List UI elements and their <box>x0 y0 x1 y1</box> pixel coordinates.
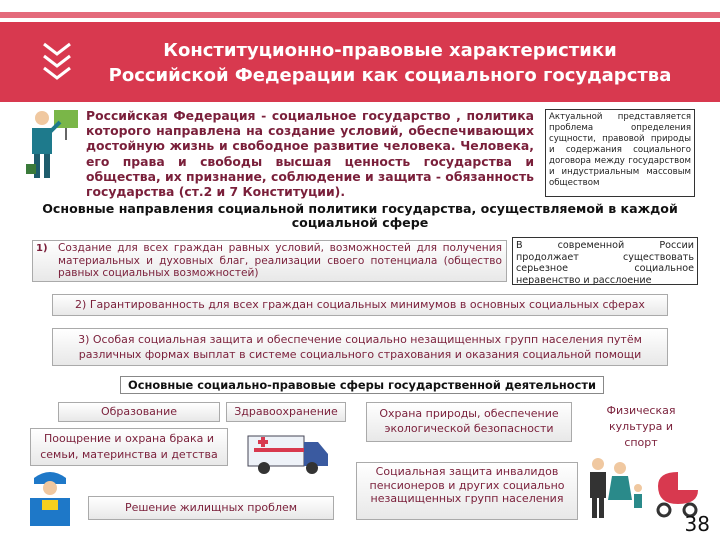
side-note-problem: Актуальной представляется проблема определения сущности, правовой природы и содержания социального договора между государством и индустриальным массовым обществом <box>545 109 695 197</box>
page-title <box>80 38 700 88</box>
intro-text: Российская Федерация - социальное государство , политика которого направлена на создание условий, обеспечивающих достойную жизнь и свободное развитие человека. Человека, его права и свободы высшая ценность государства и общества, их признание, соблюдение и защита - обязанность государства (ст.2 и 7 Конституции). <box>86 108 534 200</box>
side-note-inequality: В современной России продолжает существовать серьезное социальное неравенство и расслоение <box>512 237 698 285</box>
header-stripe <box>0 12 720 18</box>
page-number: 38 <box>684 512 710 536</box>
chevrons-down-icon <box>40 40 74 84</box>
title-line-2: Российской Федерации как социального государства <box>108 65 672 86</box>
direction-item-3: 3) Особая социальная защита и обеспечение социально незащищенных групп населения путём различных формах выплат в системе социального страхования и оказания социальной помощи <box>52 328 668 366</box>
teacher-at-board-icon <box>24 106 80 184</box>
sphere-sport: Физическая культура и спорт <box>596 403 686 457</box>
worker-icon <box>20 468 80 526</box>
family-icon <box>580 452 650 522</box>
direction-item-2: 2) Гарантированность для всех граждан социальных минимумов в основных социальных сферах <box>52 294 668 316</box>
sphere-nature: Охрана природы, обеспечение экологической безопасности <box>366 402 572 442</box>
sphere-family: Поощрение и охрана брака и семьи, материнства и детства <box>30 428 228 466</box>
sphere-healthcare: Здравоохранение <box>226 402 346 422</box>
sphere-housing: Решение жилищных проблем <box>88 496 334 520</box>
ambulance-icon <box>246 426 330 478</box>
sphere-social-protection: Социальная защита инвалидов пенсионеров и других социально незащищенных групп населения <box>356 462 578 520</box>
direction-item-1-number: 1) <box>36 243 48 254</box>
spheres-title: Основные социально-правовые сферы государственной деятельности <box>120 376 604 394</box>
sphere-education: Образование <box>58 402 220 422</box>
direction-item-1-text: Создание для всех граждан равных условий, возможностей для получения материальных и духовных благ, реализации своего потенциала (общество равных социальных возможностей) <box>58 242 502 280</box>
directions-title: Основные направления социальной политики государства, осуществляемой в каждой социальной сфере <box>42 201 678 230</box>
title-line-1: Конституционно-правовые характеристики <box>163 40 617 61</box>
